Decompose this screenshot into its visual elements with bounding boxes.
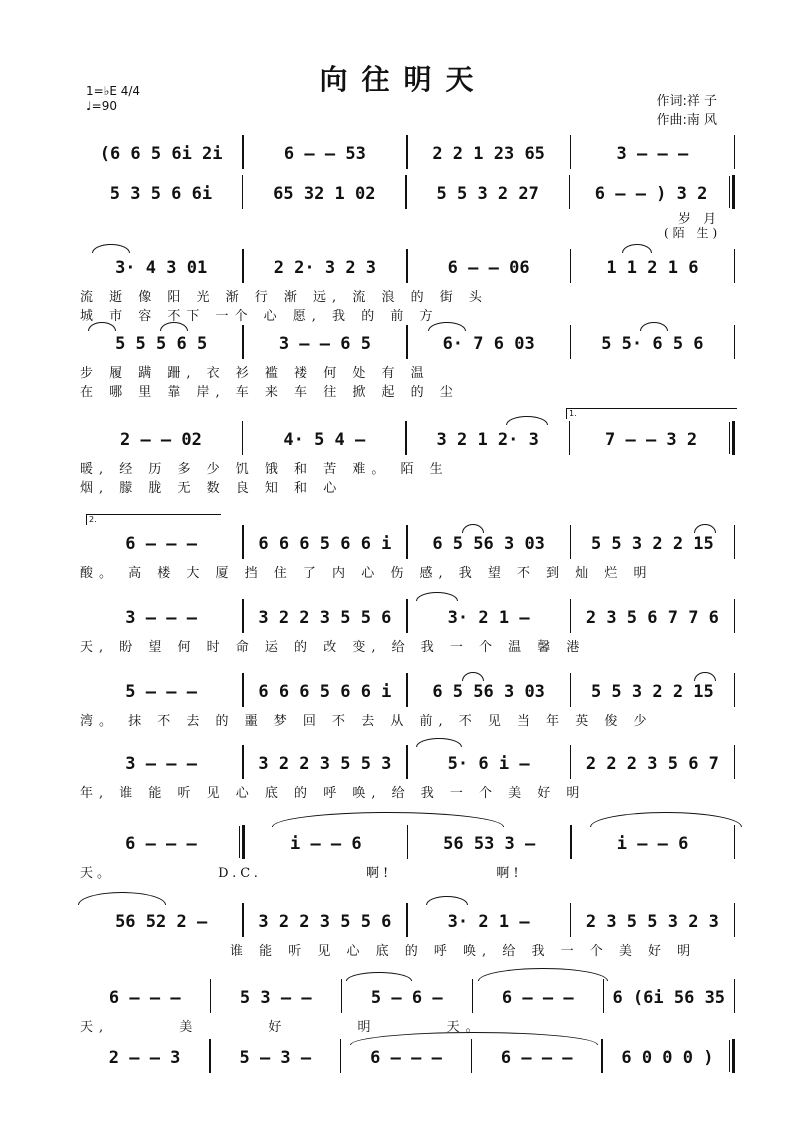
measure: (6 6 5 6i 2i xyxy=(99,144,223,164)
measure: 6 – – – xyxy=(501,988,574,1008)
lyric-line: 天, 盼 望 何 时 命 运 的 改 变, 给 我 一 个 温 馨 港 xyxy=(80,640,586,655)
lyric-verse-2: 烟, 朦 胧 无 数 良 知 和 心 xyxy=(80,481,343,496)
barline xyxy=(734,135,736,169)
song-title: 向往明天 xyxy=(319,63,488,96)
score-row xyxy=(0,256,807,326)
measure: 5 5 3 2 27 xyxy=(436,184,539,204)
measure: 5 5 3 2 2 15 xyxy=(590,682,714,702)
barline xyxy=(734,525,736,559)
measure: 2 3 5 5 3 2 3 xyxy=(585,912,719,932)
measure: 6 6 6 5 6 6 i xyxy=(258,682,392,702)
measure: 6 – – – xyxy=(500,1048,573,1068)
credits xyxy=(656,92,717,130)
score-row xyxy=(0,409,807,498)
measure: 2 – – 3 xyxy=(108,1048,181,1068)
measure: 2 2 2 3 5 6 7 xyxy=(585,754,719,774)
score-row xyxy=(0,1046,807,1116)
measure: 6 – – 53 xyxy=(283,144,366,164)
volta-bracket: 2. xyxy=(86,514,221,525)
repeat-barline xyxy=(732,421,735,455)
measure: 3 2 2 3 5 5 3 xyxy=(258,754,392,774)
measure: 6 – – – xyxy=(125,534,197,554)
measure: 65 32 1 02 xyxy=(273,184,376,204)
measure: 2 3 5 6 7 7 6 xyxy=(585,608,719,628)
measure: 6 – – 06 xyxy=(447,258,530,278)
measure: 3 – – – xyxy=(125,754,197,774)
lyric-line: 天, 美 好 明 天。 xyxy=(80,1020,485,1035)
measure: 3 2 2 3 5 5 6 xyxy=(258,608,392,628)
volta-bracket: 1. xyxy=(566,408,737,419)
measure: 3 – – – xyxy=(125,608,197,628)
measure: 3 2 2 3 5 5 6 xyxy=(258,912,392,932)
measure: i – – 6 xyxy=(289,834,362,854)
measure: 5 – – – xyxy=(125,682,197,702)
pickup-lyric: (陌 生) xyxy=(664,226,722,240)
measure: 5 5 3 2 2 15 xyxy=(590,534,714,554)
measure: 5· 6 i – xyxy=(447,754,530,774)
measure: 3· 2 1 – xyxy=(447,608,530,628)
measure: 5 3 – – xyxy=(239,988,312,1008)
measure: 3 – – 6 5 xyxy=(278,334,371,354)
lyric-verse-1: 步 履 蹒 跚, 衣 衫 褴 褛 何 处 有 温 xyxy=(80,366,430,381)
lyric-verse-1: 暖, 经 历 多 少 饥 饿 和 苦 难。 陌 生 xyxy=(80,462,449,477)
lyric-verse-2: 在 哪 里 靠 岸, 车 来 车 往 掀 起 的 尘 xyxy=(80,385,459,400)
lyric-line: 谁 能 听 见 心 底 的 呼 唤, 给 我 一 个 美 好 明 xyxy=(230,944,697,959)
score-row xyxy=(0,515,807,602)
measure: 5 – 6 – xyxy=(370,988,443,1008)
score-row xyxy=(0,332,807,402)
score-row xyxy=(0,182,807,252)
barline xyxy=(734,325,736,359)
composer: 作曲:南 风 xyxy=(656,113,717,128)
measure: 5 3 5 6 6i xyxy=(109,184,213,204)
measure: 3· 4 3 01 xyxy=(115,258,208,278)
measure: 2 2· 3 2 3 xyxy=(273,258,377,278)
measure: 1 1 2 1 6 xyxy=(606,258,699,278)
measure: 4· 5 4 – xyxy=(283,430,366,450)
measure: 3 – – – xyxy=(616,144,689,164)
measure: 6 0 0 0 ) xyxy=(621,1048,714,1068)
measure: 6 6 6 5 6 6 i xyxy=(258,534,392,554)
lyric-line: 年, 谁 能 听 见 心 底 的 呼 唤, 给 我 一 个 美 好 明 xyxy=(80,786,586,801)
lyric-line: 湾。 抹 不 去 的 噩 梦 回 不 去 从 前, 不 见 当 年 英 俊 少 xyxy=(80,714,653,729)
key-signature: 1=♭E 4/4 xyxy=(86,84,141,98)
measure: 56 52 2 – xyxy=(115,912,208,932)
barline xyxy=(734,825,736,859)
measure: 6 – – – xyxy=(125,834,197,854)
score-row xyxy=(0,606,807,676)
measure: 3· 2 1 – xyxy=(447,912,530,932)
measure: 56 53 3 – xyxy=(443,834,536,854)
measure: 6 5 56 3 03 xyxy=(432,534,545,554)
score-row xyxy=(0,910,807,980)
barline xyxy=(734,903,736,937)
pickup-lyric: 岁 月 xyxy=(678,212,721,227)
measure: 6· 7 6 03 xyxy=(442,334,535,354)
measure: 2 – – 02 xyxy=(119,430,202,450)
measure: 6 – – – xyxy=(370,1048,442,1068)
measure: 5 – 3 – xyxy=(239,1048,312,1068)
measure: 3 2 1 2· 3 xyxy=(436,430,539,450)
measure: 2 2 1 23 65 xyxy=(432,144,545,164)
measure: 6 – – – xyxy=(108,988,181,1008)
lyric-line: 天。 D.C. 啊! 啊! xyxy=(80,866,523,881)
lyric-line: 酸。 高 楼 大 厦 挡 住 了 内 心 伤 感, 我 望 不 到 灿 烂 明 xyxy=(80,566,653,581)
measure: 6 – – ) 3 2 xyxy=(594,184,708,204)
measure: 5 5· 6 5 6 xyxy=(601,334,704,354)
measure: i – – 6 xyxy=(616,834,689,854)
slur xyxy=(506,416,548,425)
measure: 5 5 5 6 5 xyxy=(115,334,208,354)
measure: 6 (6i 56 35 xyxy=(612,988,726,1008)
lyricist: 作词:祥 子 xyxy=(656,94,717,109)
repeat-barline xyxy=(732,175,735,209)
measure: 6 5 56 3 03 xyxy=(432,682,545,702)
lyric-verse-1: 流 逝 像 阳 光 渐 行 渐 远, 流 浪 的 街 头 xyxy=(80,290,488,305)
barline xyxy=(734,599,736,633)
barline xyxy=(734,979,736,1013)
tempo-mark: ♩=90 xyxy=(86,99,117,113)
lyric-verse-2: 城 市 容 不下 一个 心 愿, 我 的 前 方 xyxy=(80,309,439,324)
barline xyxy=(734,673,736,707)
key-tempo xyxy=(86,84,140,114)
score-row xyxy=(0,680,807,750)
barline xyxy=(734,249,736,283)
final-barline xyxy=(732,1039,735,1073)
measure: 7 – – 3 2 xyxy=(605,430,698,450)
barline xyxy=(734,745,736,779)
